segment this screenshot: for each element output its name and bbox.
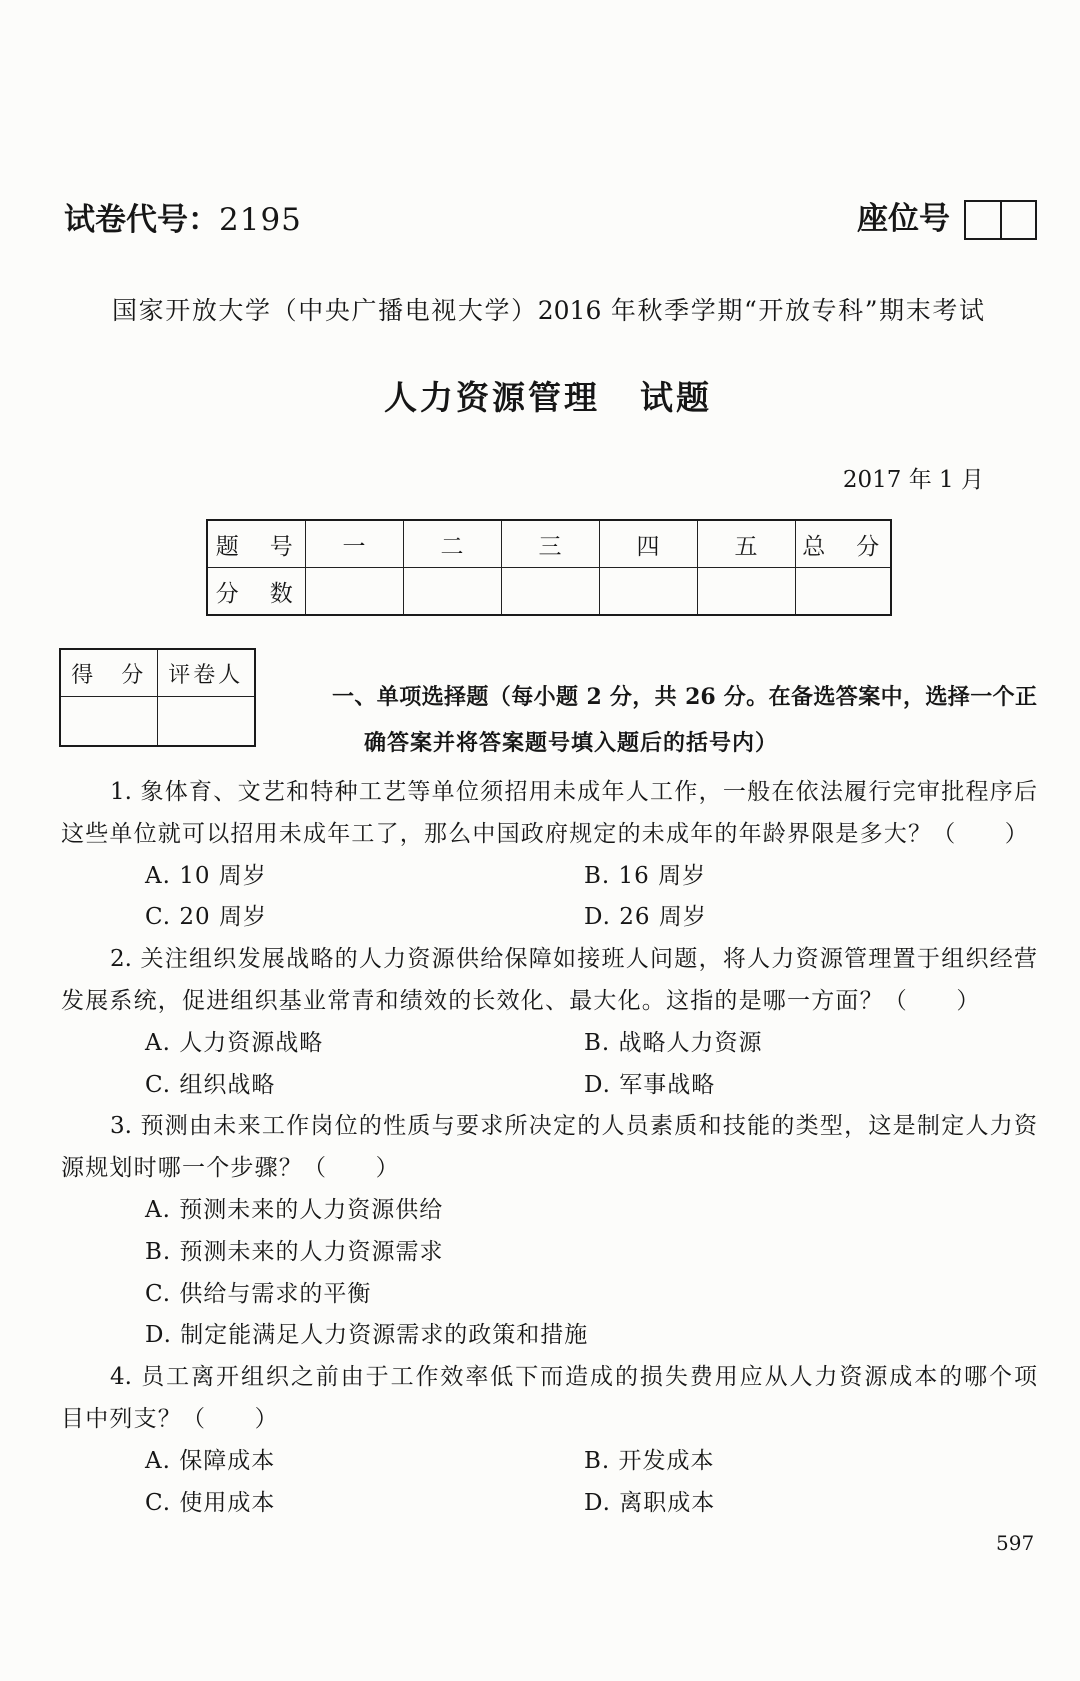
option-a: A. 10 周岁 — [145, 862, 267, 889]
grader-table-header-score: 得 分 — [60, 649, 157, 697]
seat-number-label: 座位号 — [857, 201, 950, 237]
option-c: C. 组织战略 — [145, 1071, 276, 1098]
question-4-text: 4. 员工离开组织之前由于工作效率低下而造成的损失费用应从人力资源成本的哪个项 — [110, 1364, 1037, 1391]
question-1-text: 1. 象体育、文艺和特种工艺等单位须招用未成年人工作，一般在依法履行完审批程序后 — [110, 779, 1037, 805]
question-2-options-row — [61, 1023, 1037, 1065]
seat-number-box — [964, 200, 1002, 240]
score-table-row-label: 题 号 — [207, 520, 305, 568]
score-table-row-label: 分 数 — [207, 568, 305, 616]
score-table-header-row — [207, 520, 891, 568]
grader-score-cell — [60, 697, 157, 747]
question-3-option-row — [61, 1232, 1037, 1274]
option-d: D. 制定能满足人力资源需求的政策和措施 — [145, 1322, 589, 1349]
exam-code-value: 2195 — [219, 202, 302, 238]
question-2-options-row — [61, 1065, 1037, 1107]
question-4-text-continued: 目中列支？（ ） — [61, 1405, 279, 1432]
section-heading-continued: 确答案并将答案题号填入题后的括号内） — [364, 730, 779, 756]
exam-title: 国家开放大学（中央广播电视大学）2016 年秋季学期“开放专科”期末考试 — [112, 296, 984, 325]
score-cell — [305, 568, 403, 616]
score-table-column-header: 三 — [501, 520, 599, 568]
score-table-column-header: 一 — [305, 520, 403, 568]
option-d: D. 离职成本 — [584, 1489, 716, 1516]
question-3-option-row — [61, 1274, 1037, 1316]
question-4-options-row — [61, 1483, 1037, 1525]
grader-table-header-row — [60, 649, 255, 697]
option-b: B. 预测未来的人力资源需求 — [145, 1238, 444, 1265]
option-a: A. 人力资源战略 — [145, 1029, 324, 1056]
grader-table-body-row — [60, 697, 255, 747]
grader-table — [59, 648, 256, 747]
subject-title: 人力资源管理 — [384, 378, 600, 417]
question-2-text: 2. 关注组织发展战略的人力资源供给保障如接班人问题，将人力资源管理置于组织经营 — [110, 946, 1037, 973]
exam-date: 2017 年 1 月 — [842, 467, 984, 493]
seat-number-box — [1002, 200, 1038, 240]
score-table-column-header: 总 分 — [795, 520, 891, 568]
question-3-option-row — [61, 1190, 1037, 1232]
score-table-column-header: 二 — [403, 520, 501, 568]
subject-title-suffix: 试题 — [640, 378, 712, 417]
option-c: C. 使用成本 — [145, 1489, 276, 1516]
exam-code — [64, 201, 302, 239]
question-3-option-row — [61, 1315, 1037, 1357]
question-3-text-continued: 源规划时哪一个步骤？（ ） — [61, 1155, 400, 1182]
question-1-options-row — [61, 856, 1037, 898]
question-3-text: 3. 预测由未来工作岗位的性质与要求所决定的人员素质和技能的类型，这是制定人力资 — [110, 1113, 1037, 1140]
option-a: A. 预测未来的人力资源供给 — [145, 1196, 444, 1223]
score-cell — [795, 568, 891, 616]
score-table-column-header: 五 — [697, 520, 795, 568]
question-list — [61, 772, 1037, 1524]
score-cell — [403, 568, 501, 616]
score-cell — [697, 568, 795, 616]
seat-number-boxes — [964, 200, 1037, 238]
grader-name-cell — [157, 697, 255, 747]
score-table-column-header: 四 — [599, 520, 697, 568]
section-heading: 一、单项选择题（每小题 2 分，共 26 分。在备选答案中，选择一个正 — [332, 684, 1037, 710]
option-d: D. 26 周岁 — [584, 904, 707, 931]
score-table — [206, 519, 892, 616]
question-2-text-continued: 发展系统，促进组织基业常青和绩效的长效化、最大化。这指的是哪一方面？（ ） — [61, 987, 981, 1014]
option-b: B. 战略人力资源 — [584, 1029, 763, 1056]
option-b: B. 16 周岁 — [584, 862, 707, 889]
score-cell — [501, 568, 599, 616]
question-1-options-row — [61, 897, 1037, 939]
exam-code-label: 试卷代号： — [64, 202, 219, 238]
question-4-options-row — [61, 1441, 1037, 1483]
option-c: C. 20 周岁 — [145, 904, 267, 931]
option-d: D. 军事战略 — [584, 1071, 716, 1098]
option-a: A. 保障成本 — [145, 1447, 276, 1474]
page-number: 597 — [996, 1531, 1035, 1555]
score-cell — [599, 568, 697, 616]
option-b: B. 开发成本 — [584, 1447, 715, 1474]
grader-table-header-grader: 评卷人 — [157, 649, 255, 697]
score-table-score-row — [207, 568, 891, 616]
option-c: C. 供给与需求的平衡 — [145, 1280, 372, 1307]
question-1-text-continued: 这些单位就可以招用未成年工了，那么中国政府规定的未成年的年龄界限是多大？（ ） — [61, 820, 1029, 847]
